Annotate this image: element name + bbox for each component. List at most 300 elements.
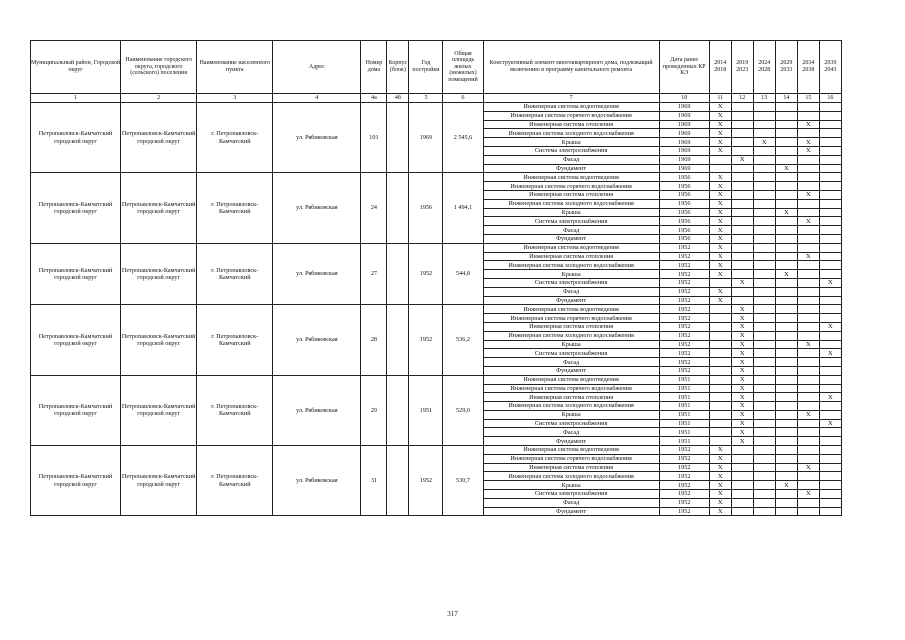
period-mark-cell	[753, 103, 775, 112]
period-mark-cell: X	[709, 446, 731, 455]
period-mark-cell	[753, 340, 775, 349]
prior-repair-date-cell: 1951	[659, 419, 709, 428]
period-mark-cell	[775, 490, 797, 499]
period-mark-cell	[731, 243, 753, 252]
element-name-cell: Крыша	[483, 410, 659, 419]
prior-repair-date-cell: 1952	[659, 472, 709, 481]
period-mark-cell	[731, 120, 753, 129]
period-mark-cell	[819, 437, 841, 446]
address-cell: ул. Рябиковская	[273, 305, 361, 375]
prior-repair-date-cell: 1952	[659, 278, 709, 287]
period-mark-cell	[797, 103, 819, 112]
period-mark-cell	[797, 278, 819, 287]
period-mark-cell	[753, 190, 775, 199]
prior-repair-date-cell: 1952	[659, 349, 709, 358]
period-mark-cell	[819, 375, 841, 384]
period-mark-cell	[819, 402, 841, 411]
column-header: Корпус (блок)	[387, 41, 409, 94]
period-mark-cell	[797, 226, 819, 235]
period-mark-cell	[731, 507, 753, 516]
table-row	[31, 446, 842, 455]
area-cell: 530,7	[443, 446, 483, 516]
column-header: Номер дома	[361, 41, 387, 94]
period-mark-cell	[775, 103, 797, 112]
period-mark-cell: X	[731, 322, 753, 331]
period-mark-cell	[731, 498, 753, 507]
period-mark-cell	[819, 446, 841, 455]
period-mark-cell	[709, 340, 731, 349]
period-mark-cell: X	[709, 296, 731, 305]
period-mark-cell	[797, 507, 819, 516]
period-mark-cell	[775, 428, 797, 437]
period-mark-cell	[819, 120, 841, 129]
period-mark-cell	[819, 507, 841, 516]
period-mark-cell: X	[709, 234, 731, 243]
period-mark-cell	[753, 375, 775, 384]
period-mark-cell: X	[731, 305, 753, 314]
address-cell: ул. Рябиковская	[273, 103, 361, 173]
period-mark-cell	[775, 120, 797, 129]
period-mark-cell	[709, 322, 731, 331]
period-mark-cell	[775, 419, 797, 428]
period-mark-cell	[731, 103, 753, 112]
period-mark-cell	[731, 481, 753, 490]
period-mark-cell	[819, 252, 841, 261]
column-header: Общая площадь жилых (нежилых) помещений	[443, 41, 483, 94]
prior-repair-date-cell: 1969	[659, 120, 709, 129]
column-header: 2039 2043	[819, 41, 841, 94]
period-mark-cell	[709, 375, 731, 384]
locality-cell: г. Петропавловск-Камчатский	[197, 375, 273, 445]
period-mark-cell: X	[819, 419, 841, 428]
period-mark-cell	[753, 120, 775, 129]
table-header-row	[31, 41, 842, 94]
element-name-cell: Инженерная система водоотведения	[483, 305, 659, 314]
period-mark-cell	[775, 252, 797, 261]
period-mark-cell	[753, 199, 775, 208]
period-mark-cell: X	[797, 340, 819, 349]
period-mark-cell: X	[797, 490, 819, 499]
period-mark-cell	[797, 261, 819, 270]
period-mark-cell: X	[731, 340, 753, 349]
period-mark-cell	[753, 419, 775, 428]
column-number: 15	[797, 94, 819, 103]
period-mark-cell	[775, 146, 797, 155]
period-mark-cell	[819, 226, 841, 235]
column-number: 4	[273, 94, 361, 103]
period-mark-cell	[753, 454, 775, 463]
block-cell	[387, 103, 409, 173]
column-header: Адрес	[273, 41, 361, 94]
element-name-cell: Фасад	[483, 287, 659, 296]
period-mark-cell	[775, 173, 797, 182]
block-cell	[387, 446, 409, 516]
period-mark-cell	[753, 226, 775, 235]
element-name-cell: Система электроснабжения	[483, 146, 659, 155]
period-mark-cell	[753, 498, 775, 507]
element-name-cell: Фасад	[483, 428, 659, 437]
period-mark-cell	[775, 111, 797, 120]
period-mark-cell	[731, 217, 753, 226]
table-row	[31, 103, 842, 112]
period-mark-cell: X	[731, 402, 753, 411]
prior-repair-date-cell: 1956	[659, 173, 709, 182]
period-mark-cell	[797, 393, 819, 402]
prior-repair-date-cell: 1952	[659, 507, 709, 516]
prior-repair-date-cell: 1956	[659, 190, 709, 199]
period-mark-cell: X	[709, 454, 731, 463]
period-mark-cell: X	[709, 481, 731, 490]
period-mark-cell: X	[731, 349, 753, 358]
period-mark-cell	[775, 340, 797, 349]
period-mark-cell	[797, 375, 819, 384]
period-mark-cell	[709, 314, 731, 323]
column-number: 14	[775, 94, 797, 103]
period-mark-cell	[775, 463, 797, 472]
period-mark-cell: X	[709, 182, 731, 191]
period-mark-cell	[819, 173, 841, 182]
period-mark-cell	[753, 146, 775, 155]
period-mark-cell	[775, 296, 797, 305]
period-mark-cell	[775, 410, 797, 419]
period-mark-cell	[709, 410, 731, 419]
period-mark-cell	[731, 472, 753, 481]
element-name-cell: Инженерная система отопления	[483, 120, 659, 129]
column-number-row	[31, 94, 842, 103]
period-mark-cell	[753, 243, 775, 252]
period-mark-cell	[797, 243, 819, 252]
period-mark-cell	[819, 472, 841, 481]
settlement-cell: Петропавловск-Камчатский городской округ	[121, 173, 197, 243]
period-mark-cell	[753, 129, 775, 138]
element-name-cell: Инженерная система водоотведения	[483, 173, 659, 182]
period-mark-cell: X	[709, 190, 731, 199]
locality-cell: г. Петропавловск-Камчатский	[197, 305, 273, 375]
period-mark-cell	[775, 226, 797, 235]
column-header: Наименование городского округа, городского (сельского) поселения	[121, 41, 197, 94]
period-mark-cell	[797, 296, 819, 305]
period-mark-cell	[819, 217, 841, 226]
prior-repair-date-cell: 1952	[659, 252, 709, 261]
period-mark-cell: X	[775, 164, 797, 173]
period-mark-cell	[797, 270, 819, 279]
period-mark-cell	[775, 199, 797, 208]
prior-repair-date-cell: 1952	[659, 366, 709, 375]
period-mark-cell	[709, 164, 731, 173]
period-mark-cell	[797, 182, 819, 191]
period-mark-cell	[819, 287, 841, 296]
period-mark-cell	[709, 305, 731, 314]
period-mark-cell	[775, 454, 797, 463]
prior-repair-date-cell: 1969	[659, 155, 709, 164]
table-row	[31, 375, 842, 384]
period-mark-cell	[819, 270, 841, 279]
period-mark-cell	[731, 146, 753, 155]
element-name-cell: Система электроснабжения	[483, 217, 659, 226]
element-name-cell: Инженерная система отопления	[483, 252, 659, 261]
period-mark-cell	[819, 261, 841, 270]
address-cell: ул. Рябиковская	[273, 243, 361, 305]
period-mark-cell	[819, 490, 841, 499]
table-row	[31, 305, 842, 314]
period-mark-cell: X	[731, 331, 753, 340]
period-mark-cell: X	[731, 358, 753, 367]
period-mark-cell	[709, 393, 731, 402]
period-mark-cell	[753, 270, 775, 279]
period-mark-cell	[775, 261, 797, 270]
period-mark-cell	[819, 296, 841, 305]
period-mark-cell	[775, 393, 797, 402]
period-mark-cell	[753, 182, 775, 191]
column-number: 7	[483, 94, 659, 103]
period-mark-cell	[797, 349, 819, 358]
period-mark-cell	[731, 129, 753, 138]
period-mark-cell	[731, 454, 753, 463]
period-mark-cell	[709, 349, 731, 358]
period-mark-cell: X	[731, 428, 753, 437]
prior-repair-date-cell: 1952	[659, 322, 709, 331]
period-mark-cell: X	[731, 384, 753, 393]
period-mark-cell: X	[709, 208, 731, 217]
period-mark-cell: X	[731, 410, 753, 419]
column-header: Наименование населенного пункта	[197, 41, 273, 94]
period-mark-cell: X	[797, 190, 819, 199]
period-mark-cell: X	[709, 507, 731, 516]
period-mark-cell	[753, 287, 775, 296]
area-cell: 1 494,1	[443, 173, 483, 243]
block-cell	[387, 305, 409, 375]
element-name-cell: Инженерная система холодного водоснабжения	[483, 199, 659, 208]
period-mark-cell: X	[709, 103, 731, 112]
prior-repair-date-cell: 1956	[659, 234, 709, 243]
element-name-cell: Инженерная система горячего водоснабжения	[483, 384, 659, 393]
prior-repair-date-cell: 1969	[659, 164, 709, 173]
period-mark-cell	[797, 454, 819, 463]
program-table-sheet	[30, 40, 842, 516]
block-cell	[387, 173, 409, 243]
period-mark-cell	[797, 358, 819, 367]
period-mark-cell	[775, 322, 797, 331]
column-header: Муниципальный район, Городской округ	[31, 41, 121, 94]
period-mark-cell: X	[731, 437, 753, 446]
element-name-cell: Фасад	[483, 226, 659, 235]
period-mark-cell	[753, 252, 775, 261]
column-number: 6	[443, 94, 483, 103]
address-cell: ул. Рябиковская	[273, 375, 361, 445]
table-row	[31, 243, 842, 252]
period-mark-cell	[753, 437, 775, 446]
period-mark-cell	[819, 331, 841, 340]
prior-repair-date-cell: 1951	[659, 428, 709, 437]
period-mark-cell	[819, 190, 841, 199]
period-mark-cell	[797, 305, 819, 314]
area-cell: 2 545,6	[443, 103, 483, 173]
district-cell: Петропавловск-Камчатский городской округ	[31, 446, 121, 516]
period-mark-cell	[709, 437, 731, 446]
period-mark-cell	[775, 182, 797, 191]
element-name-cell: Инженерная система холодного водоснабжения	[483, 402, 659, 411]
period-mark-cell: X	[819, 322, 841, 331]
prior-repair-date-cell: 1952	[659, 463, 709, 472]
period-mark-cell	[709, 358, 731, 367]
period-mark-cell	[753, 155, 775, 164]
period-mark-cell	[797, 331, 819, 340]
period-mark-cell: X	[731, 155, 753, 164]
year-cell: 1969	[409, 103, 443, 173]
period-mark-cell: X	[709, 490, 731, 499]
period-mark-cell	[731, 208, 753, 217]
period-mark-cell	[731, 463, 753, 472]
period-mark-cell: X	[797, 146, 819, 155]
period-mark-cell: X	[731, 278, 753, 287]
period-mark-cell	[775, 287, 797, 296]
element-name-cell: Фасад	[483, 155, 659, 164]
period-mark-cell	[819, 454, 841, 463]
block-cell	[387, 243, 409, 305]
period-mark-cell	[819, 182, 841, 191]
element-name-cell: Фундамент	[483, 296, 659, 305]
period-mark-cell	[819, 410, 841, 419]
period-mark-cell: X	[709, 129, 731, 138]
element-name-cell: Инженерная система горячего водоснабжения	[483, 454, 659, 463]
column-header: 2024 2028	[753, 41, 775, 94]
period-mark-cell	[709, 419, 731, 428]
element-name-cell: Система электроснабжения	[483, 419, 659, 428]
period-mark-cell	[775, 472, 797, 481]
period-mark-cell: X	[797, 217, 819, 226]
element-name-cell: Инженерная система водоотведения	[483, 446, 659, 455]
period-mark-cell	[819, 208, 841, 217]
period-mark-cell	[797, 428, 819, 437]
column-number: 1	[31, 94, 121, 103]
period-mark-cell	[709, 384, 731, 393]
period-mark-cell	[753, 358, 775, 367]
column-number: 4б	[387, 94, 409, 103]
period-mark-cell: X	[709, 261, 731, 270]
element-name-cell: Инженерная система отопления	[483, 393, 659, 402]
address-cell: ул. Рябиковская	[273, 173, 361, 243]
period-mark-cell: X	[709, 472, 731, 481]
locality-cell: г. Петропавловск-Камчатский	[197, 243, 273, 305]
period-mark-cell	[819, 305, 841, 314]
period-mark-cell	[775, 217, 797, 226]
column-header: 2034 2038	[797, 41, 819, 94]
period-mark-cell	[819, 103, 841, 112]
period-mark-cell	[819, 481, 841, 490]
period-mark-cell	[775, 278, 797, 287]
period-mark-cell	[753, 278, 775, 287]
element-name-cell: Инженерная система отопления	[483, 463, 659, 472]
period-mark-cell	[775, 349, 797, 358]
column-header: Конструктивный элемент многоквартирного дома, подлежащий включению в программу капитального ремонта	[483, 41, 659, 94]
element-name-cell: Инженерная система холодного водоснабжения	[483, 331, 659, 340]
prior-repair-date-cell: 1952	[659, 296, 709, 305]
period-mark-cell	[797, 384, 819, 393]
period-mark-cell: X	[709, 252, 731, 261]
period-mark-cell	[775, 129, 797, 138]
period-mark-cell	[753, 507, 775, 516]
column-number: 11	[709, 94, 731, 103]
period-mark-cell	[819, 314, 841, 323]
prior-repair-date-cell: 1952	[659, 446, 709, 455]
area-cell: 536,2	[443, 305, 483, 375]
district-cell: Петропавловск-Камчатский городской округ	[31, 173, 121, 243]
settlement-cell: Петропавловск-Камчатский городской округ	[121, 305, 197, 375]
period-mark-cell	[797, 234, 819, 243]
prior-repair-date-cell: 1951	[659, 402, 709, 411]
period-mark-cell	[709, 428, 731, 437]
period-mark-cell: X	[709, 498, 731, 507]
house-number-cell: 101	[361, 103, 387, 173]
element-name-cell: Инженерная система отопления	[483, 190, 659, 199]
period-mark-cell	[797, 446, 819, 455]
element-name-cell: Инженерная система водоотведения	[483, 243, 659, 252]
period-mark-cell	[819, 340, 841, 349]
period-mark-cell	[731, 190, 753, 199]
prior-repair-date-cell: 1952	[659, 340, 709, 349]
prior-repair-date-cell: 1951	[659, 393, 709, 402]
period-mark-cell	[819, 366, 841, 375]
period-mark-cell	[775, 314, 797, 323]
period-mark-cell	[819, 129, 841, 138]
period-mark-cell	[775, 331, 797, 340]
period-mark-cell	[775, 190, 797, 199]
settlement-cell: Петропавловск-Камчатский городской округ	[121, 375, 197, 445]
period-mark-cell	[753, 402, 775, 411]
prior-repair-date-cell: 1969	[659, 111, 709, 120]
period-mark-cell	[753, 472, 775, 481]
element-name-cell: Инженерная система холодного водоснабжения	[483, 472, 659, 481]
period-mark-cell: X	[775, 481, 797, 490]
period-mark-cell	[797, 322, 819, 331]
period-mark-cell	[731, 138, 753, 147]
period-mark-cell: X	[709, 173, 731, 182]
period-mark-cell	[819, 164, 841, 173]
period-mark-cell	[819, 199, 841, 208]
period-mark-cell	[753, 366, 775, 375]
period-mark-cell	[775, 375, 797, 384]
period-mark-cell	[731, 296, 753, 305]
period-mark-cell	[797, 173, 819, 182]
period-mark-cell	[753, 314, 775, 323]
period-mark-cell	[819, 498, 841, 507]
period-mark-cell: X	[797, 463, 819, 472]
element-name-cell: Фасад	[483, 358, 659, 367]
period-mark-cell: X	[709, 463, 731, 472]
period-mark-cell	[731, 173, 753, 182]
prior-repair-date-cell: 1969	[659, 138, 709, 147]
period-mark-cell	[709, 278, 731, 287]
period-mark-cell	[797, 287, 819, 296]
element-name-cell: Крыша	[483, 481, 659, 490]
period-mark-cell	[797, 164, 819, 173]
period-mark-cell	[753, 296, 775, 305]
prior-repair-date-cell: 1956	[659, 208, 709, 217]
period-mark-cell: X	[709, 120, 731, 129]
period-mark-cell	[731, 164, 753, 173]
element-name-cell: Система электроснабжения	[483, 349, 659, 358]
period-mark-cell	[753, 331, 775, 340]
prior-repair-date-cell: 1952	[659, 261, 709, 270]
period-mark-cell	[797, 111, 819, 120]
period-mark-cell	[775, 305, 797, 314]
period-mark-cell	[775, 138, 797, 147]
period-mark-cell: X	[709, 199, 731, 208]
period-mark-cell	[775, 366, 797, 375]
period-mark-cell	[753, 322, 775, 331]
period-mark-cell	[731, 252, 753, 261]
prior-repair-date-cell: 1956	[659, 217, 709, 226]
